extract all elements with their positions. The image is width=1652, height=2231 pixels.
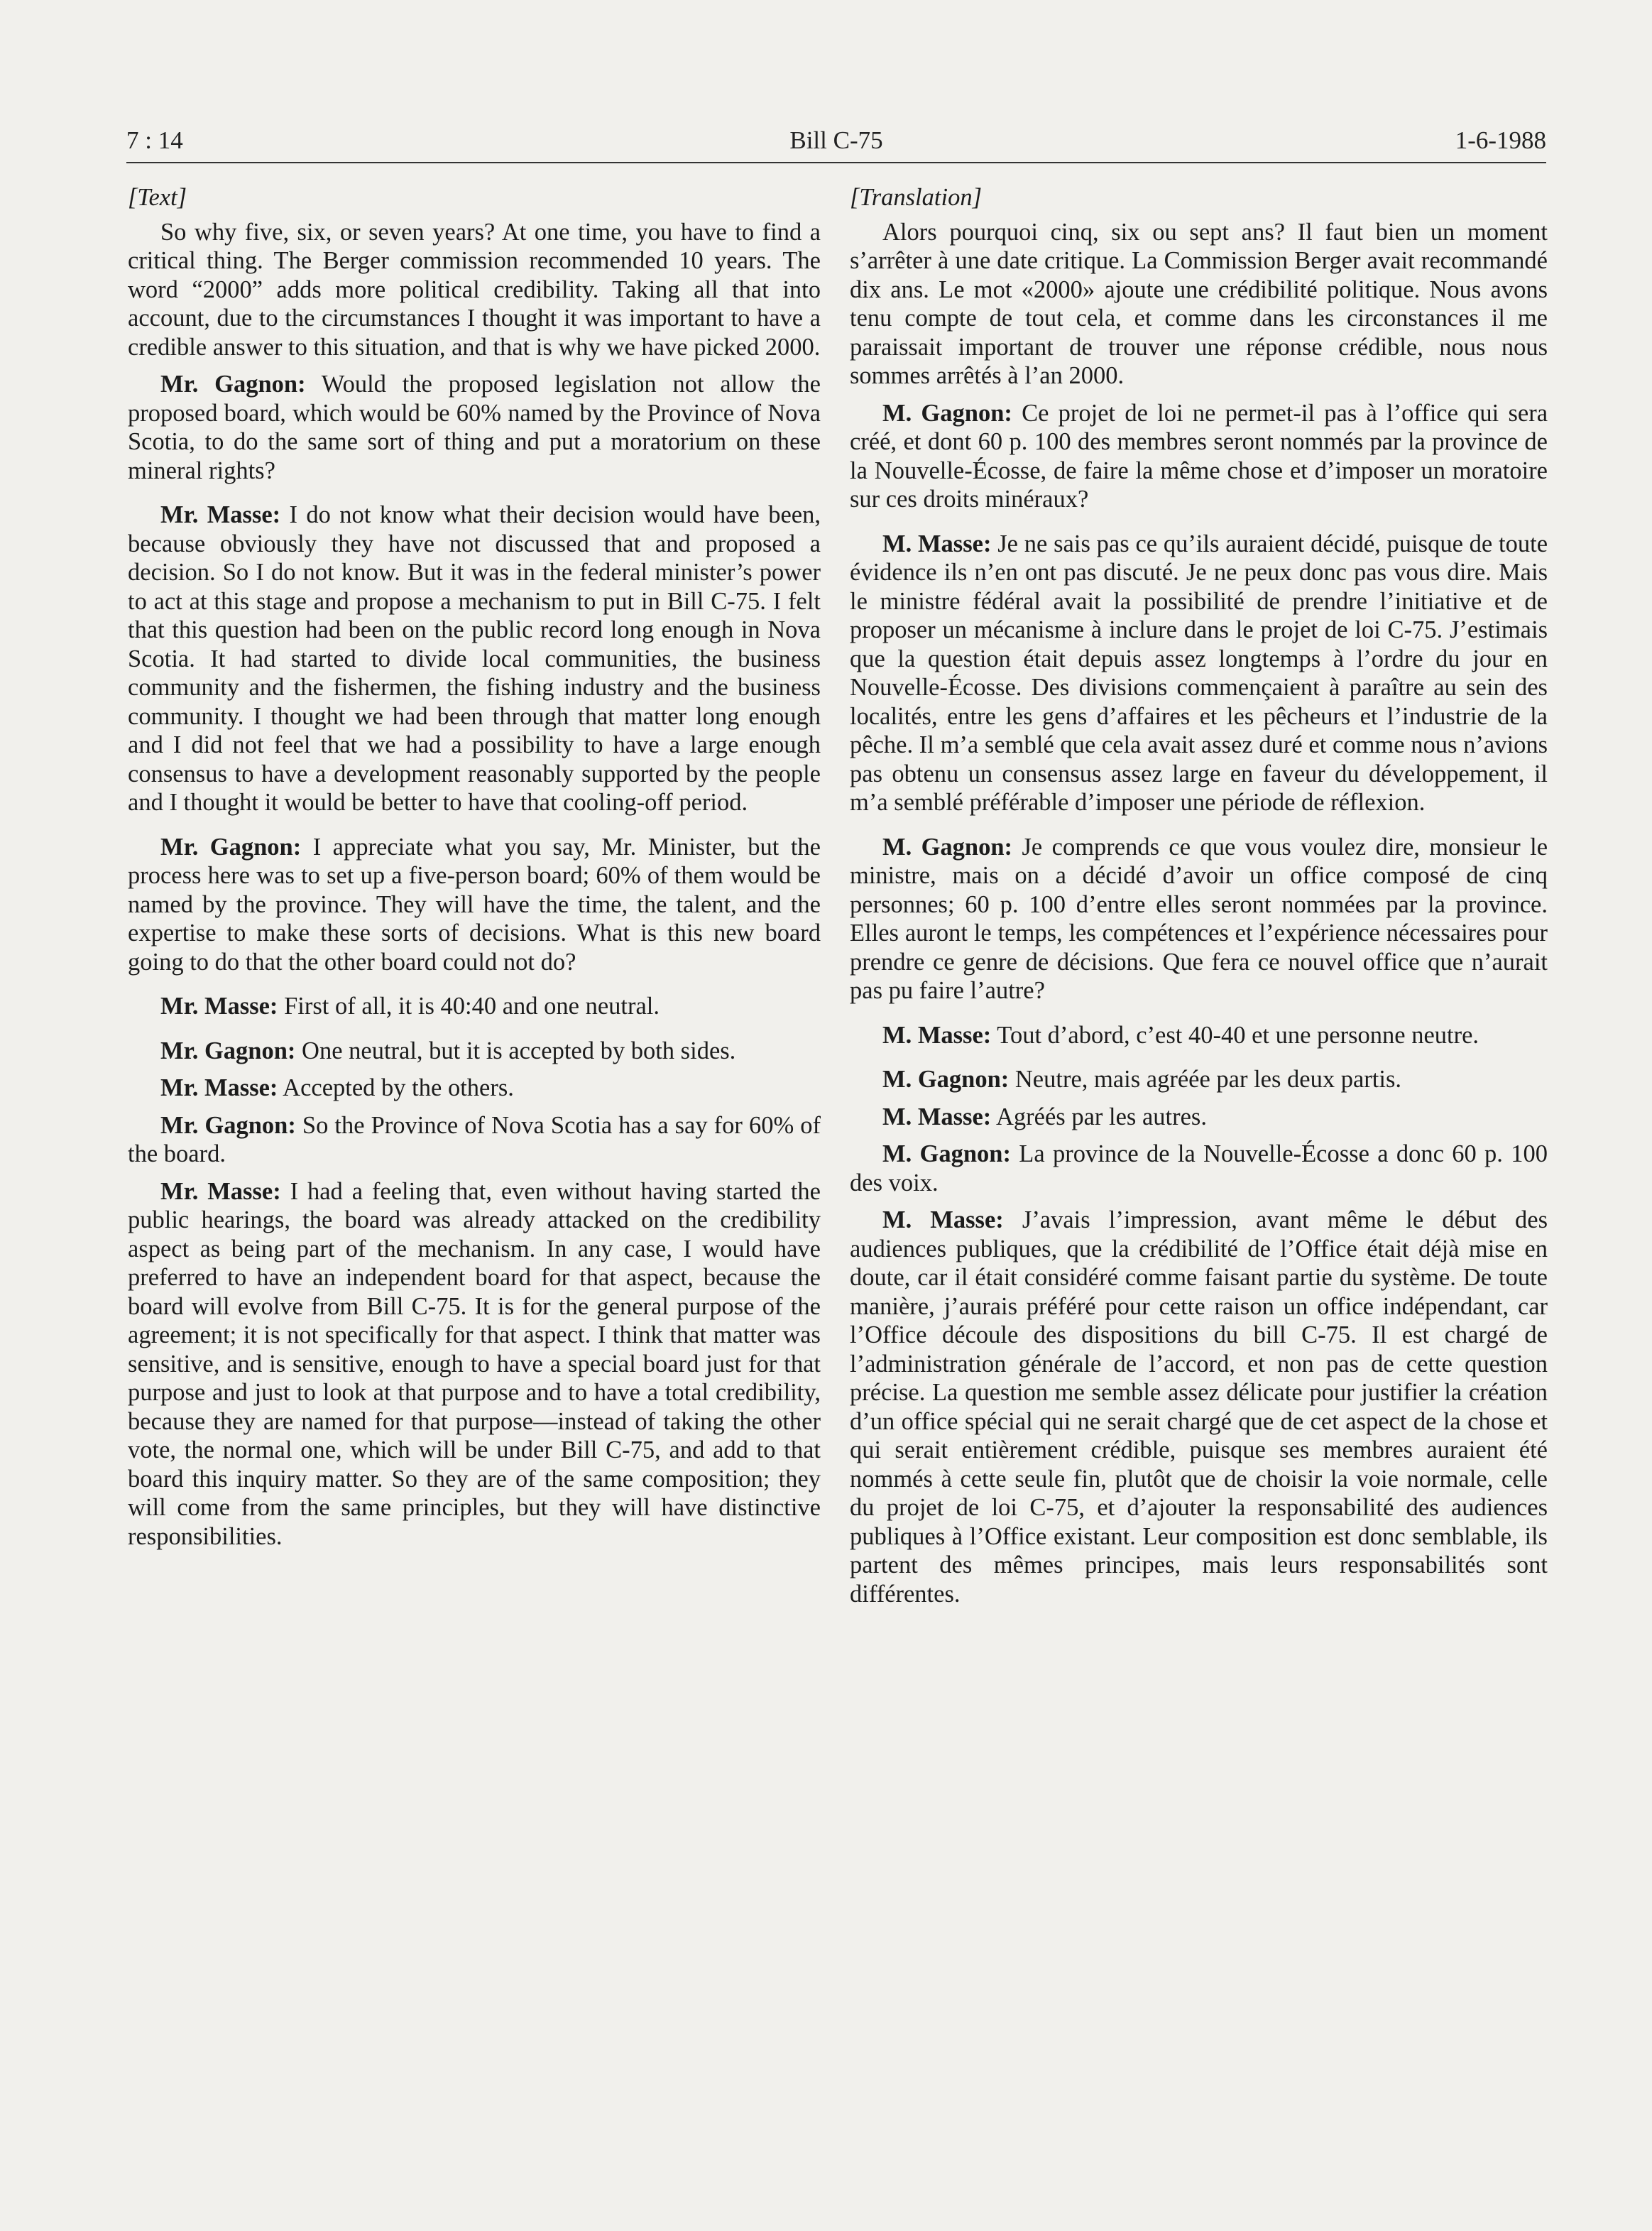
speaker: Mr. Masse:	[160, 501, 281, 528]
speaker: Mr. Gagnon:	[160, 1111, 296, 1139]
french-column	[850, 183, 1548, 1617]
paragraph	[128, 1177, 821, 1551]
text-label: [Text]	[128, 184, 187, 211]
speaker: M. Masse:	[882, 530, 992, 557]
paragraph	[128, 1037, 821, 1066]
paragraph-text: Tout d’abord, c’est 40-40 et une personne neutre.	[997, 1021, 1479, 1049]
speaker: M. Gagnon:	[882, 399, 1012, 427]
paragraph	[850, 1206, 1548, 1608]
bill-title: Bill C-75	[789, 126, 883, 154]
paragraph	[850, 1021, 1548, 1050]
speaker: M. Masse:	[882, 1206, 1004, 1233]
running-header	[126, 126, 1546, 162]
paragraph	[128, 833, 821, 977]
paragraph	[850, 833, 1548, 1005]
paragraph	[850, 1103, 1548, 1132]
speaker: M. Masse:	[882, 1021, 992, 1049]
speaker: Mr. Gagnon:	[160, 371, 306, 398]
paragraph-text: Je ne sais pas ce qu’ils auraient décidé, puisque de toute évidence ils n’en ont pas discuté. Je ne peux donc pas vous dire. Mais le ministre fédéral avait la possibilité de prendre l’initiative et de proposer un mécanisme à inclure dans le projet de loi C-75. J’estimais que la question était depuis assez longtemps à l’ordre du jour en Nouvelle-Écosse. Des divisions commençaient à paraître au sein des localités, entre les gens d’affaires et les pêcheurs et l’industrie de la pêche. Il m’a semblé que cela avait assez duré et comme nous n’avions pas obtenu un consensus assez large en faveur du développement, il m’a semblé préférable d’imposer une période de réflexion.	[850, 530, 1548, 816]
paragraph-text: Would the proposed legislation not allow the proposed board, which would be 60% named by the Province of Nova Scotia, to do the same sort of thing and put a moratorium on these mineral rights?	[128, 371, 821, 484]
translation-label: [Translation]	[850, 184, 982, 211]
speaker: M. Gagnon:	[882, 833, 1013, 861]
paragraph-text: So the Province of Nova Scotia has a say for 60% of the board.	[128, 1111, 821, 1167]
paragraph-text: I had a feeling that, even without having started the public hearings, the board was already attacked on the credibility aspect as being part of the mechanism. In any case, I would have preferred to have an independent board for that aspect, because the board will evolve from Bill C-75. It is for the general purpose of the agreement; it is not specifically for that aspect. I think that matter was sensitive, and is sensitive, enough to have a special board just for that purpose and just to look at that purpose and to have a total credibility, because they are named for that purpose—instead of taking the other vote, the normal one, which will be under Bill C-75, and add to that board this inquiry matter. So they are of the same composition; they will come from the same principles, but they will have distinctive responsibilities.	[128, 1177, 821, 1550]
paragraph-text: Neutre, mais agréée par les deux partis.	[1014, 1066, 1401, 1093]
page-number: 7 : 14	[126, 126, 183, 154]
paragraph-text: First of all, it is 40:40 and one neutral.	[284, 993, 660, 1020]
paragraph	[850, 530, 1548, 817]
paragraph	[128, 1111, 821, 1169]
speaker: Mr. Masse:	[160, 993, 278, 1020]
paragraph-text: Accepted by the others.	[283, 1074, 514, 1101]
speaker: M. Gagnon:	[882, 1066, 1010, 1093]
paragraph-text: Ce projet de loi ne permet-il pas à l’office qui sera créé, et dont 60 p. 100 des membres seront nommés par la province de la Nouvelle-Écosse, de faire la même chose et d’imposer un moratoire sur ces droits minéraux?	[850, 399, 1548, 513]
paragraph-text: La province de la Nouvelle-Écosse a donc 60 p. 100 des voix.	[850, 1140, 1548, 1196]
paragraph	[128, 501, 821, 817]
paragraph-text: Alors pourquoi cinq, six ou sept ans? Il faut bien un moment s’arrêter à une date critique. La Commission Berger avait recommandé dix ans. Le mot «2000» ajoute une crédibilité politique. Nous avons tenu compte de tout cela, et comme dans les circonstances il me paraissait important de trouver une réponse crédible, nous nous sommes arrêtés à l’an 2000.	[850, 218, 1548, 389]
english-column	[128, 183, 821, 1559]
paragraph-text: I appreciate what you say, Mr. Minister, but the process here was to set up a five-person board; 60% of them would be named by the province. They will have the time, the talent, and the expertise to make these sorts of decisions. What is this new board going to do that the other board could not do?	[128, 833, 821, 976]
speaker: M. Gagnon:	[882, 1140, 1011, 1167]
paragraph	[850, 1065, 1548, 1094]
paragraph-text: Agréés par les autres.	[996, 1103, 1207, 1130]
header-rule	[126, 162, 1546, 163]
paragraph-text: I do not know what their decision would have been, because obviously they have not discussed that and proposed a decision. So I do not know. But it was in the federal minister’s power to act at this stage and propose a mechanism to put in Bill C-75. I felt that this question had been on the public record long enough in Nova Scotia. It had started to divide local communities, the business community and the fishermen, the fishing industry and the business community. I thought we had been through that matter long enough and I did not feel that we had a possibility to have a large enough consensus to have a development reasonably supported by the people and I thought it would be better to have that cooling-off period.	[128, 501, 821, 816]
paragraph-text: J’avais l’impression, avant même le début des audiences publiques, que la crédibilité de l’Office était déjà mise en doute, car il était considéré comme faisant partie du système. De toute manière, j’aurais préféré pour cette raison un office indépendant, car l’Office découle des dispositions du bill C-75. Il est chargé de l’administration générale de l’accord, et non pas de cette question précise. La question me semble assez délicate pour justifier la création d’un office spécial qui ne serait chargé que de cet aspect de la chose et qui serait entièrement crédible, puisque ses membres auraient été nommés à cette seule fin, plutôt que de choisir la voie normale, celle du projet de loi C-75, et d’ajouter la responsabilité des audiences publiques à l’Office existant. Leur composition est donc semblable, ils partent des mêmes principes, mais leurs responsabilités sont différentes.	[850, 1206, 1548, 1608]
paragraph	[128, 1074, 821, 1103]
speaker: Mr. Masse:	[160, 1074, 278, 1101]
paragraph	[128, 218, 821, 362]
speaker: Mr. Gagnon:	[160, 833, 302, 861]
speaker: Mr. Masse:	[160, 1177, 281, 1205]
paragraph-text: Je comprends ce que vous voulez dire, monsieur le ministre, mais on a décidé d’avoir un office composé de cinq personnes; 60 p. 100 d’entre elles seront nommées par la province. Elles auront le temps, les compétences et l’expérience nécessaires pour prendre ce genre de décisions. Que fera ce nouvel office que n’aurait pas pu faire l’autre?	[850, 833, 1548, 1004]
paragraph	[128, 370, 821, 485]
paragraph	[850, 1140, 1548, 1197]
date: 1-6-1988	[1455, 126, 1546, 154]
paragraph-text: So why five, six, or seven years? At one time, you have to find a critical thing. The Berger commission recommended 10 years. The word “2000” adds more political credibility. Taking all that into account, due to the circumstances I thought it was important to have a credible answer to this situation, and that is why we have picked 2000.	[128, 218, 821, 361]
paragraph	[850, 399, 1548, 514]
paragraph	[128, 992, 821, 1021]
paragraph	[850, 218, 1548, 391]
paragraph-text: One neutral, but it is accepted by both sides.	[302, 1037, 736, 1064]
speaker: M. Masse:	[882, 1103, 992, 1130]
speaker: Mr. Gagnon:	[160, 1037, 296, 1064]
